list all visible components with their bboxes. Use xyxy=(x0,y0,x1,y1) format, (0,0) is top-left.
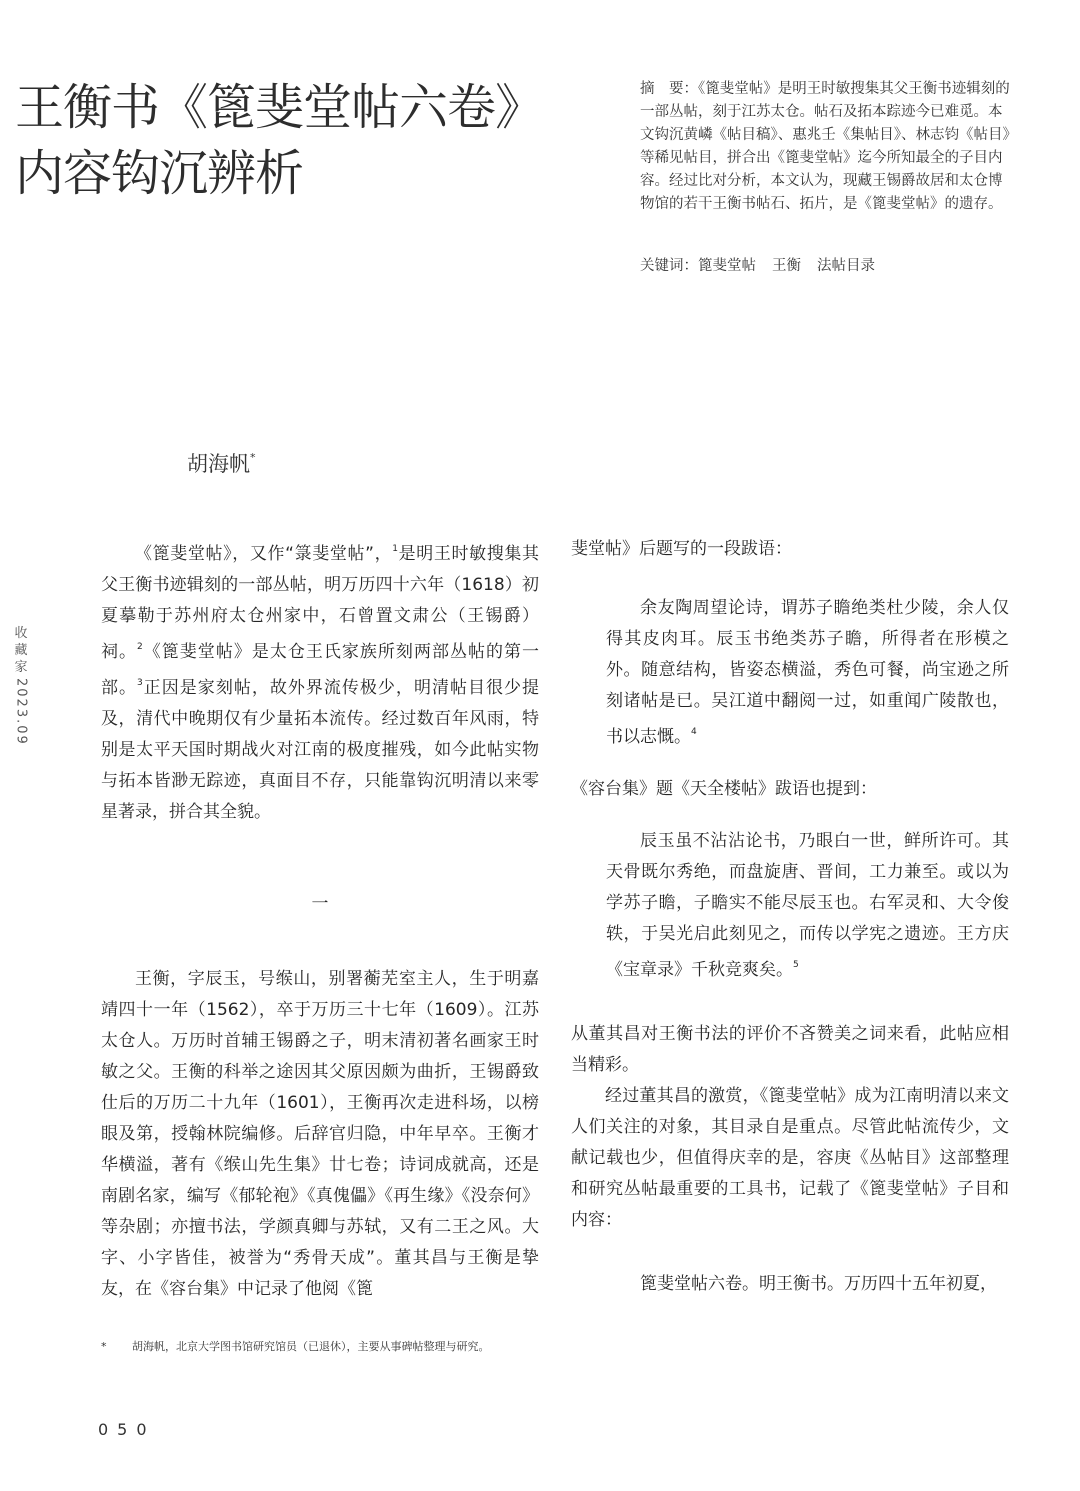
keywords xyxy=(640,254,891,275)
left-column xyxy=(101,534,539,1305)
title-line-1: 王衡书《篦斐堂帖六卷》 xyxy=(15,79,544,136)
issue-date: 2023.09 xyxy=(13,678,29,746)
body-paragraph: 斐堂帖》后题写的一段跋语： xyxy=(571,539,792,559)
keyword: 篦斐堂帖 xyxy=(698,258,756,274)
journal-side-label xyxy=(10,625,32,746)
side-char: 藏 xyxy=(14,643,28,658)
abstract xyxy=(640,78,1010,216)
keyword: 王衡 xyxy=(772,258,801,274)
footnote-ref: 1 xyxy=(392,544,398,554)
title-line-2: 内容钩沉辨析 xyxy=(15,145,304,202)
body-paragraph: 经过董其昌的激赏，《篦斐堂帖》成为江南明清以来文人们关注的对象，其目录自是重点。尽管此帖流传少，文献记载也少，但值得庆幸的是，容庚《丛帖目》这部整理和研究丛帖最重要的工具书，记载了《篦斐堂帖》子目和内容： xyxy=(571,1086,1009,1230)
footnote-ref: 5 xyxy=(793,960,799,970)
block-quote: 辰玉虽不沾沾论书，乃眼白一世，鲜所许可。其天骨既尔秀绝，而盘旋唐、晋间，工力兼至。或以为学苏子瞻，子瞻实不能尽辰玉也。右军灵和、大令俊轶，于吴光启此刻见之，而传以学宪之遗迹。王方庆《宝章录》千秋竞爽矣。$^5$ xyxy=(606,831,1009,980)
side-char: 收 xyxy=(14,626,28,641)
footnote-text: 胡海帆，北京大学图书馆研究馆员（已退休），主要从事碑帖整理与研究。 xyxy=(132,1340,490,1353)
block-quote: 余友陶周望论诗，谓苏子瞻绝类杜少陵，余人仅得其皮肉耳。辰玉书绝类苏子瞻，所得者在形模之外。随意结构，皆姿态横溢，秀色可餐，尚宝逊之所刻诸帖是已。吴江道中翻阅一过，如重闻广陵散也，书以志慨。$^4$ xyxy=(606,598,1009,747)
body-paragraph: 《容台集》题《天全楼帖》跋语也提到： xyxy=(571,779,877,799)
author-byline xyxy=(187,448,256,478)
abstract-text: 《篦斐堂帖》是明王时敏搜集其父王衡书迹辑刻的一部丛帖，刻于江苏太仓。帖石及拓本踪迹今已难觅。本文钩沉黄嶙《帖目稿》、惠兆壬《集帖目》、林志钧《帖目》等稀见帖目，拼合出《篦斐堂帖》迄今所知最全的子目内容。经过比对分析，本文认为，现藏王锡爵故居和太仓博物馆的若干王衡书帖石、拓片，是《篦斐堂帖》的遗存。 xyxy=(640,81,1010,212)
footnote-ref: 2 xyxy=(137,642,143,652)
footnote-mark: * xyxy=(101,1340,107,1353)
abstract-label: 摘 要： xyxy=(640,81,698,97)
block-quote: 篦斐堂帖六卷。明王衡书。万历四十五年初夏， xyxy=(640,1274,997,1294)
footnote-ref: 3 xyxy=(137,678,143,688)
article-title xyxy=(15,75,595,207)
section-heading: 一 xyxy=(311,894,329,914)
right-column xyxy=(571,534,1009,1300)
keyword: 法帖目录 xyxy=(817,258,875,274)
side-char: 家 xyxy=(14,660,28,675)
body-paragraph: 王衡，字辰玉，号缑山，别署蘅芜室主人，生于明嘉靖四十一年（1562），卒于万历三十七年（1609）。江苏太仓人。万历时首辅王锡爵之子，明末清初著名画家王时敏之父。王衡的科举之途因其父原因颇为曲折，王锡爵致仕后的万历二十九年（1601），王衡再次走进科场，以榜眼及第，授翰林院编修。后辞官归隐，中年早卒。王衡才华横溢，著有《缑山先生集》廿七卷；诗词成就高，还是南剧名家，编写《郁轮袍》《真傀儡》《再生缘》《没奈何》等杂剧；亦擅书法，学颜真卿与苏轼，又有二王之风。大字、小字皆佳，被誉为“秀骨天成”。董其昌与王衡是挚友，在《容台集》中记录了他阅《篦 xyxy=(101,969,539,1299)
body-paragraph: 《篦斐堂帖》，又作“箓斐堂帖”，$^1$是明王时敏搜集其父王衡书迹辑刻的一部丛帖，明万历四十六年（1618）初夏摹勒于苏州府太仓州家中，石曾置文肃公（王锡爵）祠。$^2$《篦斐堂帖》是太仓王氏家族所刻两部丛帖的第一部。$^3$正因是家刻帖，故外界流传极少，明清帖目很少提及，清代中晚期仅有少量拓本流传。经过数百年风雨，特别是太平天国时期战火对江南的极度摧残，如今此帖实物与拓本皆渺无踪迹，真面目不存，只能靠钩沉明清以来零星著录，拼合其全貌。 xyxy=(101,544,540,822)
author-name: 胡海帆 xyxy=(187,452,250,476)
footnote-ref: 4 xyxy=(691,727,697,737)
page-number: 050 xyxy=(98,1420,156,1439)
keywords-label: 关键词： xyxy=(640,258,698,274)
body-paragraph: 从董其昌对王衡书法的评价不吝赞美之词来看，此帖应相当精彩。 xyxy=(571,1024,1009,1075)
footnote xyxy=(101,1338,801,1354)
author-footnote-mark: * xyxy=(250,451,256,464)
